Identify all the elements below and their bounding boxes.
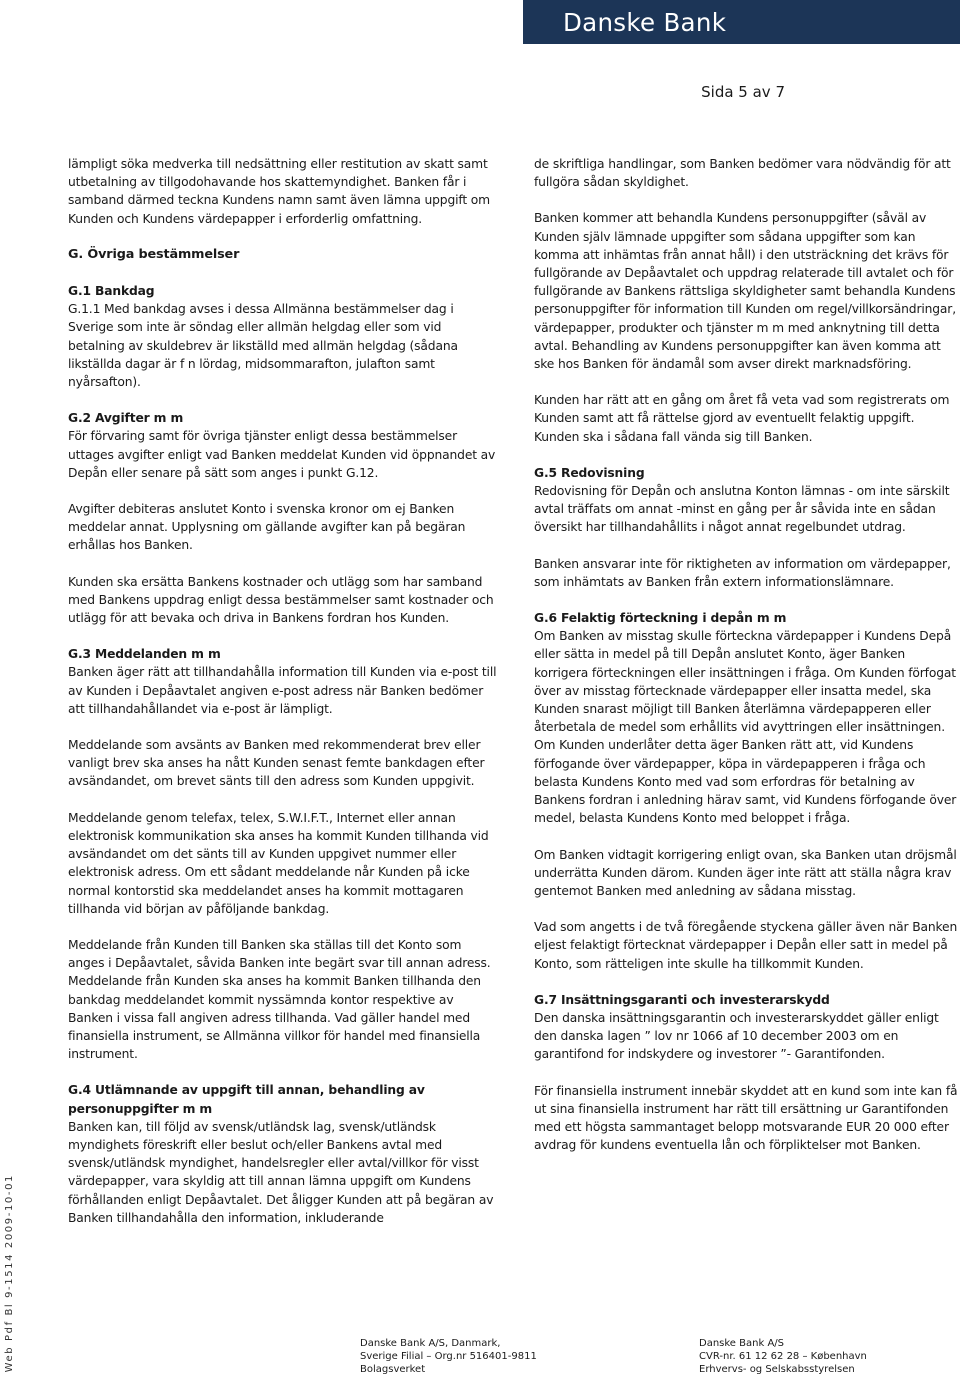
g4-continued-text: de skriftliga handlingar, som Banken bedömer vara nödvändig för att fullgöra sådan skyldighet. bbox=[534, 157, 951, 190]
g1-title: G.1 Bankdag bbox=[68, 284, 155, 299]
footer-right bbox=[699, 1337, 867, 1376]
g7-text-2: För finansiella instrument innebär skyddet att en kund som inte kan få ut sina finansiella instrument har rätt till ersättning ur Garantifonden med ett högsta sammantaget belopp motsvarande EUR 20 000 efter avdrag för kundens eventuella lån och förpliktelser mot Banken. bbox=[534, 1083, 958, 1153]
left-column bbox=[68, 155, 498, 1245]
section-g-title: G. Övriga bestämmelser bbox=[68, 246, 240, 262]
g3-text-2: Meddelande som avsänts av Banken med rekommenderat brev eller vanligt brev ska anses ha nått Kunden senast femte bankdagen efter avsändandet, om brevet sänts till den adress som Kunden uppgivit. bbox=[68, 738, 485, 789]
g4-text-2: Banken kommer att behandla Kundens personuppgifter (såväl av Kunden själv lämnade uppgifter som sådana uppgifter som kan komma att inhämtas från annat håll) i den utsträckning det krävs för fullgörande av Depåavtalet och uppdrag relaterade till avtalet och för fullgörande av Bankens rättsliga skyldigheter samt behandla Kundens personuppgifter för information till Kunden om regel/villkorsändringar, värdepapper, produkter och tjänster m m med anknytning till detta avtal. Behandling av Kundens personuppgifter kan även komma att ske hos Banken för ändamål som avser direkt marknadsföring. bbox=[534, 211, 956, 372]
g3-text-4: Meddelande från Kunden till Banken ska ställas till det Konto som anges i Depåavtalet, såvida Banken inte begärt svar till annan adress. Meddelande från Kunden ska anses ha kommit Banken tillhanda den bankdag meddelandet kommit nyssämnda kontor respektive av Banken i vissa fall angiven adress tillhanda. Vad gäller handel med finansiella instrument, se Allmänna villkor för handel med finansiella instrument. bbox=[68, 937, 491, 1062]
g2-title: G.2 Avgifter m m bbox=[68, 411, 184, 426]
danske-bank-logo bbox=[523, 0, 960, 44]
g6-title: G.6 Felaktig förteckning i depån m m bbox=[534, 611, 787, 626]
intro-paragraph: lämpligt söka medverka till nedsättning eller restitution av skatt samt utbetalning av tillgodohavande hos skattemyndighet. Banken får i samband därmed teckna Kundens namn samt även lämna uppgift om Kunden och Kundens värdepapper i erforderlig omfattning. bbox=[68, 157, 490, 226]
g5-text-1: Redovisning för Depån och anslutna Konton lämnas - om inte särskilt avtal träffats om annat -minst en gång per år såvida inte en sådan översikt har tillhandahållits i något annat regelbundet utdrag. bbox=[534, 484, 950, 535]
g5-text-2: Banken ansvarar inte för riktigheten av information om värdepapper, som inhämtats av Banken från extern informationslämnare. bbox=[534, 556, 951, 589]
logo-text: Danske Bank bbox=[563, 7, 727, 37]
g6-text-1: Om Banken av misstag skulle förteckna värdepapper i Kundens Depå eller sätta in medel på till Depån anslutet Konto, äger Banken korrigera förteckningen eller insättningen i fråga. Om Kunden förfogat över av misstag förtecknade värdepapper eller insatta medel, ska Kunden snarast möjligt till Banken återlämna värdepapperen eller återbetala de medel som erhållits vid avyttringen eller insättningen. Om Kunden underlåter detta äger Banken rätt att, vid Kundens förfogande över värdepapper, köpa in värdepapperen i fråga och belasta Kundens Konto med vad som erfordras för betalning av Bankens fordran i anledning härav samt, vid Kundens förfogande över medel, belasta Kundens Konto med beloppet i fråga. bbox=[534, 629, 957, 826]
g5-title: G.5 Redovisning bbox=[534, 465, 645, 480]
footer-left-line-3: Bolagsverket bbox=[360, 1364, 426, 1375]
footer-left-line-2: Sverige Filial – Org.nr 516401-9811 bbox=[360, 1351, 537, 1362]
footer-left bbox=[360, 1337, 537, 1376]
g2-text-2: Avgifter debiteras anslutet Konto i svenska kronor om ej Banken meddelar annat. Upplysning om gällande avgifter kan på begäran erhållas hos Banken. bbox=[68, 502, 466, 553]
footer-left-line-1: Danske Bank A/S, Danmark, bbox=[360, 1338, 501, 1349]
g4-text: Banken kan, till följd av svensk/utländsk lag, svensk/utländsk myndighets föreskrift eller beslut och/eller Bankens avtal med svensk/utländsk myndighet, handelsregler eller avtal/villkor för visst värdepapper, vara skyldig att till annan lämna uppgift om Kundens förhållanden enligt Depåavtalet. Det åligger Kunden att på begäran av Banken tillhandahålla den information, inkluderande bbox=[68, 1119, 494, 1225]
g3-text-1: Banken äger rätt att tillhandahålla information till Kunden via e-post till av Kunden i Depåavtalet angiven e-post adress när Banken bedömer att tillhandahållandet via e-post är lämpligt. bbox=[68, 665, 497, 716]
g4-title: G.4 Utlämnande av uppgift till annan, behandling av personuppgifter m m bbox=[68, 1083, 425, 1116]
g3-text-3: Meddelande genom telefax, telex, S.W.I.F.T., Internet eller annan elektronisk kommunikation ska anses ha kommit Kunden tillhanda vid avsändandet om det sänts till av Kunden uppgivet nummer eller elektronisk adress. Om ett sådant meddelande når Kunden på icke normal kontorstid ska meddelandet anses ha kommit mottagaren tillhanda vid början av påföljande bankdag. bbox=[68, 810, 489, 916]
footer-right-line-3: Erhvervs- og Selskabsstyrelsen bbox=[699, 1364, 855, 1375]
g2-text-1: För förvaring samt för övriga tjänster enligt dessa bestämmelser uttages avgifter enligt vad Banken meddelat Kunden vid öppnandet av Depån eller senare på sätt som anges i punkt G.12. bbox=[68, 429, 496, 480]
g3-title: G.3 Meddelanden m m bbox=[68, 647, 221, 662]
footer-right-line-2: CVR-nr. 61 12 62 28 – København bbox=[699, 1351, 867, 1362]
right-column bbox=[534, 155, 958, 1172]
g1-text: G.1.1 Med bankdag avses i dessa Allmänna bestämmelser dag i Sverige som inte är söndag eller allmän helgdag eller som vid betalning av skuldebrev är likställd med allmän helgdag (sådana likställda dagar är f n lördag, midsommarafton, julafton samt nyårsafton). bbox=[68, 302, 458, 390]
g6-text-2: Om Banken vidtagit korrigering enligt ovan, ska Banken utan dröjsmål underrätta Kunden därom. Kunden äger inte rätt att ställa några krav gentemot Banken med anledning av sådana misstag. bbox=[534, 847, 957, 898]
side-document-code: Web Pdf Bl 9-1514 2009-10-01 bbox=[4, 1173, 15, 1372]
page-number: Sida 5 av 7 bbox=[701, 83, 785, 101]
footer-right-line-1: Danske Bank A/S bbox=[699, 1338, 784, 1349]
g7-title: G.7 Insättningsgaranti och investerarskydd bbox=[534, 992, 830, 1007]
g7-text-1: Den danska insättningsgarantin och investerarskyddet gäller enligt den danska lagen ” lov nr 1066 af 10 december 2003 om en garantifond for indskydere og investorer ”- Garantifonden. bbox=[534, 1010, 939, 1062]
g6-text-3: Vad som angetts i de två föregående styckena gäller även när Banken eljest felaktigt förtecknat värdepapper i Depån eller satt in medel på Konto, som rätteligen inte skulle ha tillkommit Kunden. bbox=[534, 920, 958, 971]
g2-text-3: Kunden ska ersätta Bankens kostnader och utlägg som har samband med Bankens uppdrag enligt dessa bestämmelser samt kostnader och utlägg för att bevaka och driva in Bankens fordran hos Kunden. bbox=[68, 574, 494, 626]
g4-text-3: Kunden har rätt att en gång om året få veta vad som registrerats om Kunden samt att få rättelse gjord av eventuellt felaktig uppgift. Kunden ska i sådana fall vända sig till Banken. bbox=[534, 393, 950, 444]
